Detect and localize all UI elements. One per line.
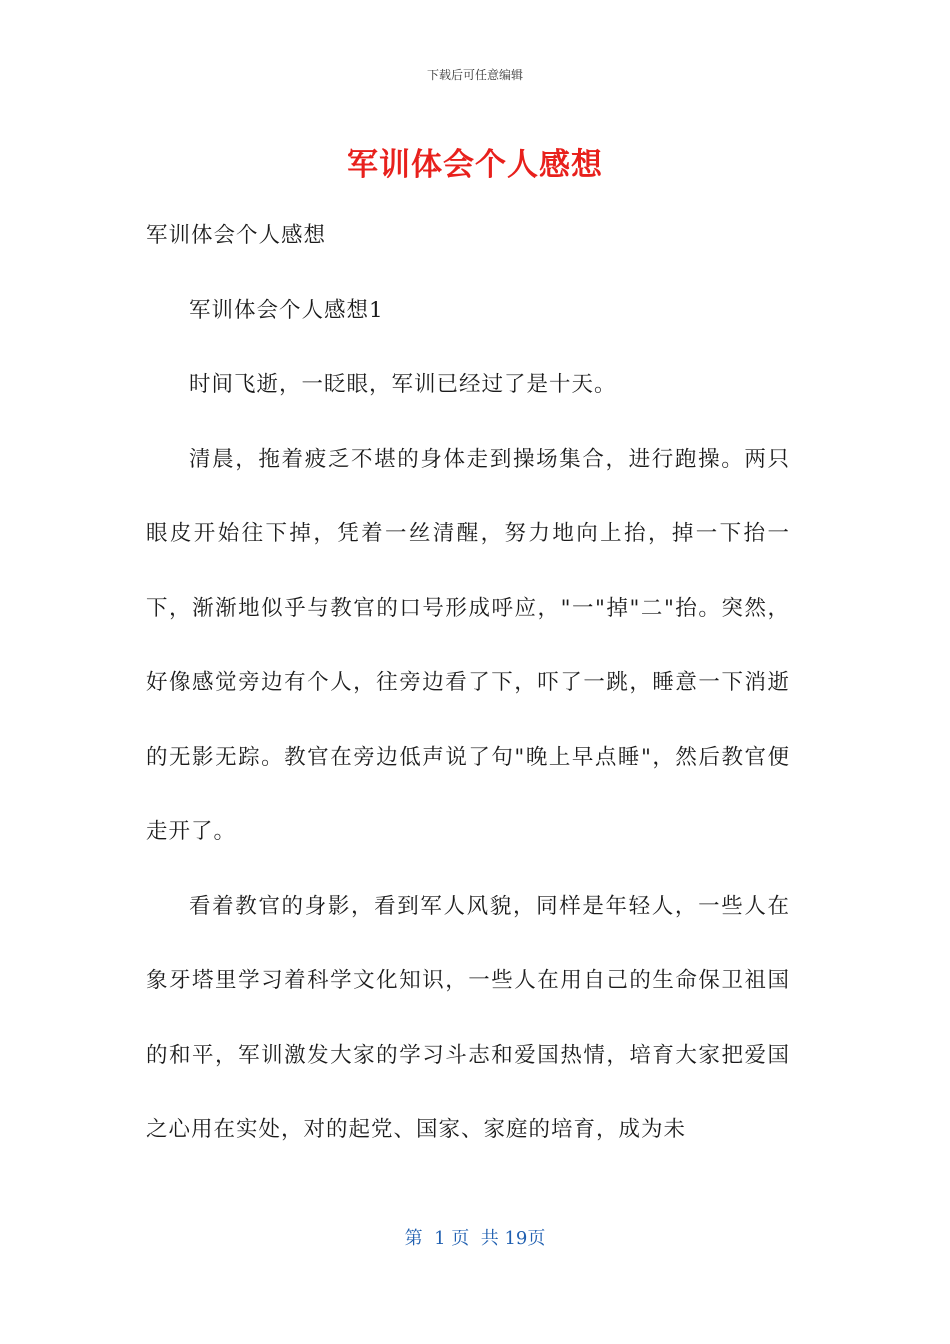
body-paragraph: 时间飞逝，一眨眼，军训已经过了是十天。 bbox=[189, 372, 617, 397]
body-paragraph: 看着教官的身影，看到军人风貌，同样是年轻人，一些人在象牙塔里学习着科学文化知识，一些人在用自己的生命保卫祖国的和平，军训激发大家的学习斗志和爱国热情，培育大家把爱国之心用在实处，对的起党、国家、家庭的培育，成为未 bbox=[146, 893, 790, 1142]
body-paragraph: 军训体会个人感想 bbox=[146, 223, 327, 248]
document-body bbox=[146, 199, 790, 1168]
download-note: 下载后可任意编辑 bbox=[426, 68, 523, 82]
page-number: 第 1 页 共 19页 bbox=[404, 1228, 546, 1249]
document-title: 军训体会个人感想 bbox=[347, 147, 603, 183]
body-paragraph: 清晨，拖着疲乏不堪的身体走到操场集合，进行跑操。两只眼皮开始往下掉，凭着一丝清醒，努力地向上抬，掉一下抬一下，渐渐地似乎与教官的口号形成呼应，"一"掉"二"抬。突然，好像感觉旁边有个人，往旁边看了下，吓了一跳，睡意一下消逝的无影无踪。教官在旁边低声说了句"晚上早点睡"，然后教官便走开了。 bbox=[146, 446, 790, 844]
body-paragraph: 军训体会个人感想1 bbox=[189, 297, 384, 323]
